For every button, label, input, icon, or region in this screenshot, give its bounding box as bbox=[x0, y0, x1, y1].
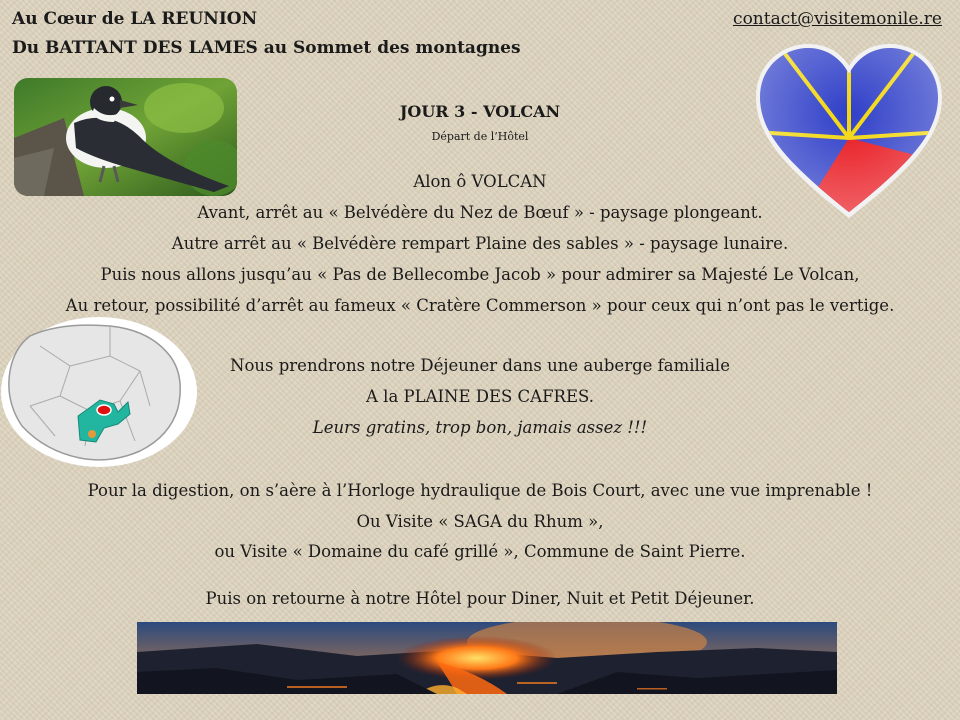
lunch-line: Leurs gratins, trop bon, jamais assez !!! bbox=[312, 418, 648, 437]
itinerary-line: Au retour, possibilité d’arrêt au fameux « Cratère Commerson » pour ceux qui n’ont pas le vertige. bbox=[65, 296, 895, 315]
contact-email-link[interactable]: contact@visitemonile.re bbox=[733, 9, 942, 29]
itinerary-line: Puis nous allons jusqu’au « Pas de Bellecombe Jacob » pour admirer sa Majesté Le Volcan, bbox=[100, 265, 860, 284]
day-subtitle: Départ de l’Hôtel bbox=[431, 130, 529, 143]
itinerary-line: Alon ô VOLCAN bbox=[413, 172, 547, 191]
afternoon-line: Pour la digestion, on s’aère à l’Horloge hydraulique de Bois Court, avec une vue imprenable ! bbox=[87, 481, 873, 500]
lunch-line: A la PLAINE DES CAFRES. bbox=[366, 387, 594, 406]
afternoon-line: Ou Visite « SAGA du Rhum », bbox=[356, 512, 604, 531]
itinerary-line: Avant, arrêt au « Belvédère du Nez de Bœuf » - paysage plongeant. bbox=[197, 203, 763, 222]
lunch-line: Nous prendrons notre Déjeuner dans une auberge familiale bbox=[230, 356, 730, 375]
afternoon-line: ou Visite « Domaine du café grillé », Commune de Saint Pierre. bbox=[214, 542, 746, 561]
volcano-lava-photo bbox=[137, 622, 837, 694]
evening-line: Puis on retourne à notre Hôtel pour Diner, Nuit et Petit Déjeuner. bbox=[205, 589, 755, 608]
header-title-line1: Au Cœur de LA REUNION bbox=[12, 9, 258, 29]
day-title: JOUR 3 - VOLCAN bbox=[399, 102, 561, 121]
itinerary-line: Autre arrêt au « Belvédère rempart Plaine des sables » - paysage lunaire. bbox=[171, 234, 789, 253]
header-title-line2: Du BATTANT DES LAMES au Sommet des montagnes bbox=[12, 38, 521, 58]
